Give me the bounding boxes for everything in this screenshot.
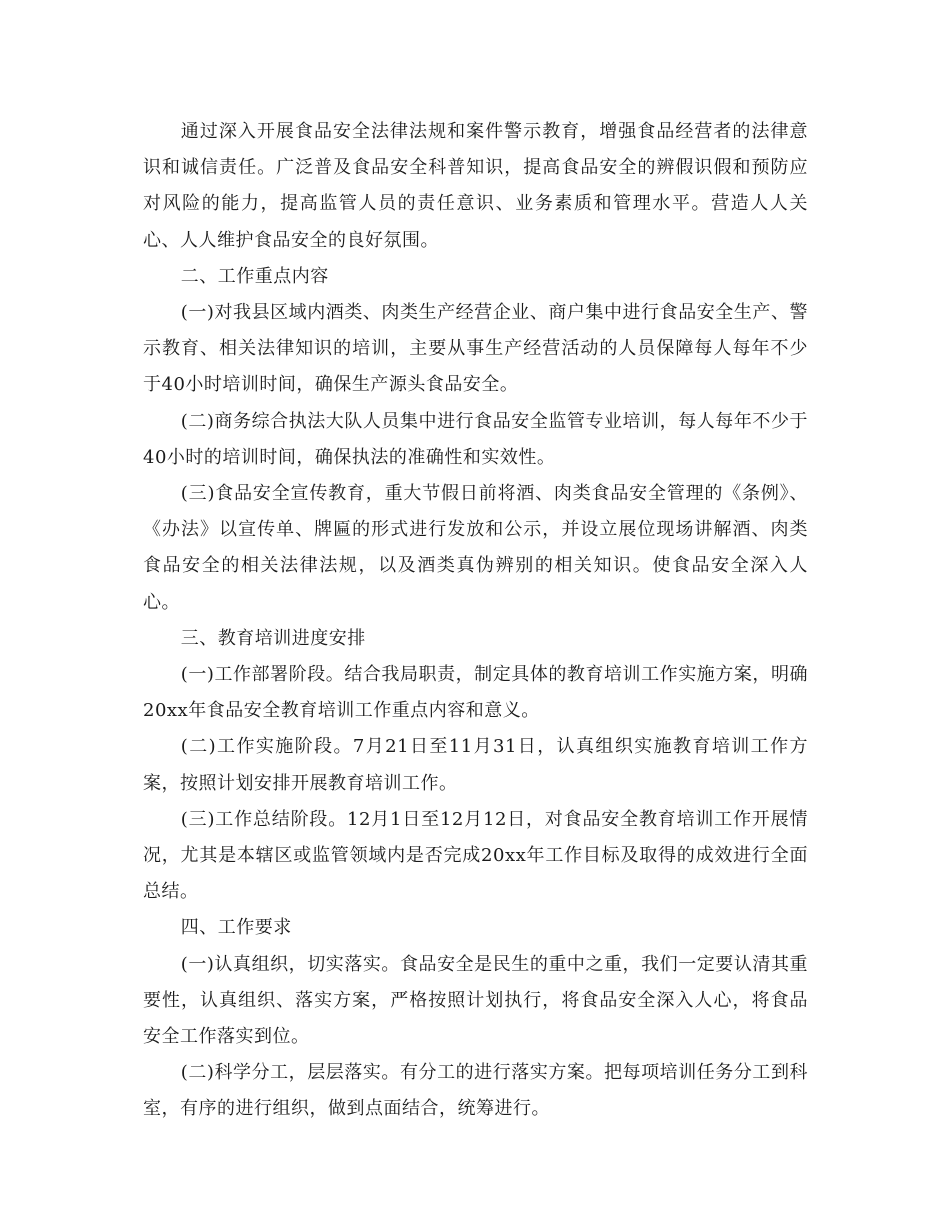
paragraph-goal-summary: 通过深入开展食品安全法律法规和案件警示教育，增强食品经营者的法律意识和诚信责任。广泛普及食品安全科普知识，提高食品安全的辨假识假和预防应对风险的能力，提高监管人员的责任意识、业务素质和管理水平。营造人人关心、人人维护食品安全的良好氛围。: [143, 121, 808, 251]
section-heading-requirements: 四、工作要求: [180, 917, 292, 939]
paragraph-key-content-2: (二)商务综合执法大队人员集中进行食品安全监管专业培训，每人每年不少于40小时的培训时间，确保执法的准确性和实效性。: [143, 410, 808, 468]
paragraph-schedule-3: (三)工作总结阶段。12月1日至12月12日，对食品安全教育培训工作开展情况，尤其是本辖区或监管领域内是否完成20xx年工作目标及取得的成效进行全面总结。: [143, 808, 808, 903]
paragraph-requirements-2: (二)科学分工，层层落实。有分工的进行落实方案。把每项培训任务分工到科室，有序的进行组织，做到点面结合，统筹进行。: [143, 1062, 808, 1120]
paragraph-key-content-1: (一)对我县区域内酒类、肉类生产经营企业、商户集中进行食品安全生产、警示教育、相关法律知识的培训，主要从事生产经营活动的人员保障每人每年不少于40小时培训时间，确保生产源头食品安全。: [143, 302, 808, 396]
paragraph-schedule-1: (一)工作部署阶段。结合我局职责，制定具体的教育培训工作实施方案，明确20xx年食品安全教育培训工作重点内容和意义。: [143, 664, 808, 722]
section-heading-key-content: 二、工作重点内容: [180, 265, 329, 287]
paragraph-schedule-2: (二)工作实施阶段。7月21日至11月31日，认真组织实施教育培训工作方案，按照计划安排开展教育培训工作。: [143, 736, 808, 794]
paragraph-key-content-3: (三)食品安全宣传教育，重大节假日前将酒、肉类食品安全管理的《条例》、《办法》以宣传单、牌匾的形式进行发放和公示，并设立展位现场讲解酒、肉类食品安全的相关法律法规，以及酒类真伪辨别的相关知识。使食品安全深入人心。: [143, 483, 808, 613]
document-body: [143, 114, 808, 1128]
section-heading-schedule: 三、教育培训进度安排: [180, 627, 366, 649]
paragraph-requirements-1: (一)认真组织，切实落实。食品安全是民生的重中之重，我们一定要认清其重要性，认真组织、落实方案，严格按照计划执行，将食品安全深入人心，将食品安全工作落实到位。: [143, 953, 808, 1048]
